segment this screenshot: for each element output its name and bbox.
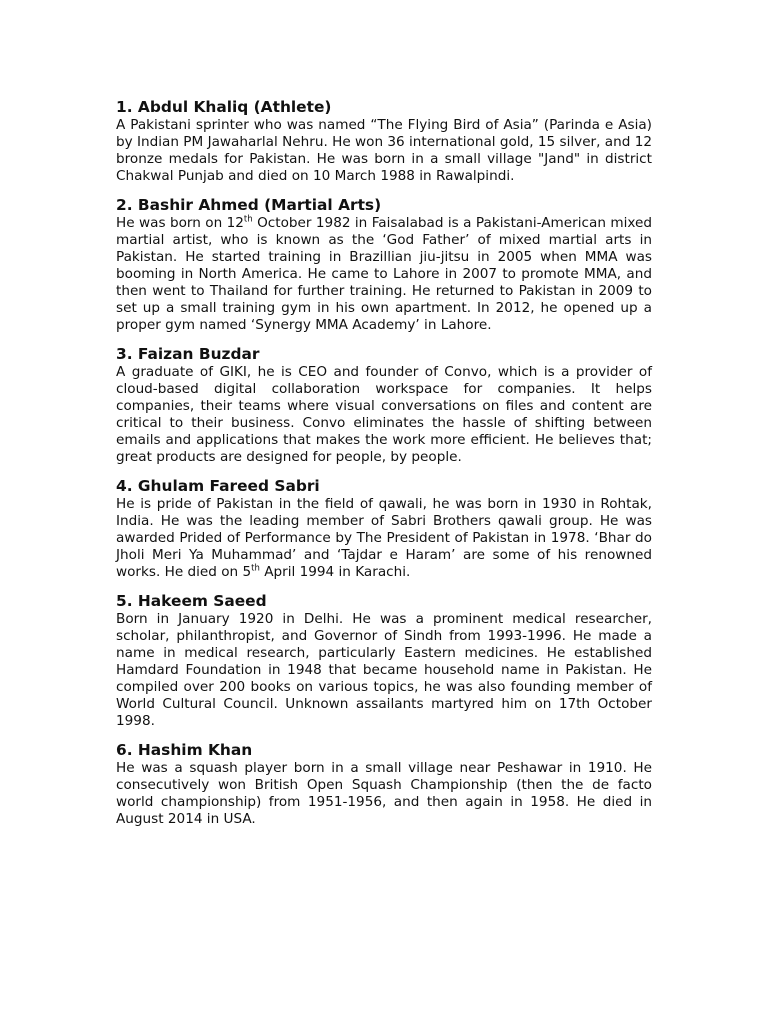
- body-text: October 1982 in Faisalabad is a Pakistani-American mixed martial artist, who is known as the ‘God Father’ of mixed martial arts in Pakistan. He started training in Brazillian jiu-jitsu in 2005 when MMA was booming in North America. He came to Lahore in 2007 to promote MMA, and then went to Thailand for further training. He returned to Pakistan in 2009 to set up a small training gym in his own apartment. In 2012, he opened up a proper gym named ‘Synergy MMA Academy’ in Lahore.: [116, 215, 652, 333]
- body-text: He was born on 12: [116, 215, 244, 231]
- entry-body: [116, 611, 652, 730]
- body-text: A graduate of GIKI, he is CEO and founder of Convo, which is a provider of cloud-based digital collaboration workspace for companies. It helps companies, their teams where visual conversations on files and content are critical to their business. Convo eliminates the hassle of shifting between emails and applications that makes the work more efficient. He believes that; great products are designed for people, by people.: [116, 364, 652, 465]
- entry-body: [116, 496, 652, 581]
- entry-faizan-buzdar: [116, 345, 652, 466]
- body-text: Born in January 1920 in Delhi. He was a prominent medical researcher, scholar, philanthropist, and Governor of Sindh from 1993-1996. He made a name in medical research, particularly Eastern medicines. He established Hamdard Foundation in 1948 that became household name in Pakistan. He compiled over 200 books on various topics, he was also founding member of World Cultural Council. Unknown assailants martyred him on 17th October 1998.: [116, 611, 652, 729]
- body-text: A Pakistani sprinter who was named “The Flying Bird of Asia” (Parinda e Asia) by Indian PM Jawaharlal Nehru. He won 36 international gold, 15 silver, and 12 bronze medals for Pakistan. He was born in a small village "Jand" in district Chakwal Punjab and died on 10 March 1988 in Rawalpindi.: [116, 117, 652, 184]
- entry-bashir-ahmed: [116, 196, 652, 334]
- entry-hakeem-saeed: [116, 592, 652, 730]
- entry-title: 3. Faizan Buzdar: [116, 345, 260, 363]
- entry-title: 2. Bashir Ahmed (Martial Arts): [116, 196, 382, 214]
- entry-body: [116, 117, 652, 185]
- body-text: He was a squash player born in a small village near Peshawar in 1910. He consecutively won British Open Squash Championship (then the de facto world championship) from 1951-1956, and then again in 1958. He died in August 2014 in USA.: [116, 760, 652, 827]
- entry-title: 5. Hakeem Saeed: [116, 592, 267, 610]
- body-text: He is pride of Pakistan in the field of qawali, he was born in 1930 in Rohtak, India. He was the leading member of Sabri Brothers qawali group. He was awarded Prided of Performance by The President of Pakistan in 1978. ‘Bhar do Jholi Meri Ya Muhammad’ and ‘Tajdar e Haram’ are some of his renowned works. He died on 5: [116, 496, 652, 580]
- entry-body: [116, 364, 652, 466]
- document-page: [116, 98, 652, 839]
- entry-hashim-khan: [116, 741, 652, 828]
- entry-body: [116, 215, 652, 334]
- body-text: April 1994 in Karachi.: [259, 564, 411, 580]
- ordinal-superscript: th: [243, 214, 253, 225]
- entry-abdul-khaliq: [116, 98, 652, 185]
- ordinal-superscript: th: [251, 563, 260, 574]
- entry-title: 6. Hashim Khan: [116, 741, 253, 759]
- entry-body: [116, 760, 652, 828]
- entry-ghulam-fareed-sabri: [116, 477, 652, 581]
- entry-title: 4. Ghulam Fareed Sabri: [116, 477, 320, 495]
- entry-title: 1. Abdul Khaliq (Athlete): [116, 98, 332, 116]
